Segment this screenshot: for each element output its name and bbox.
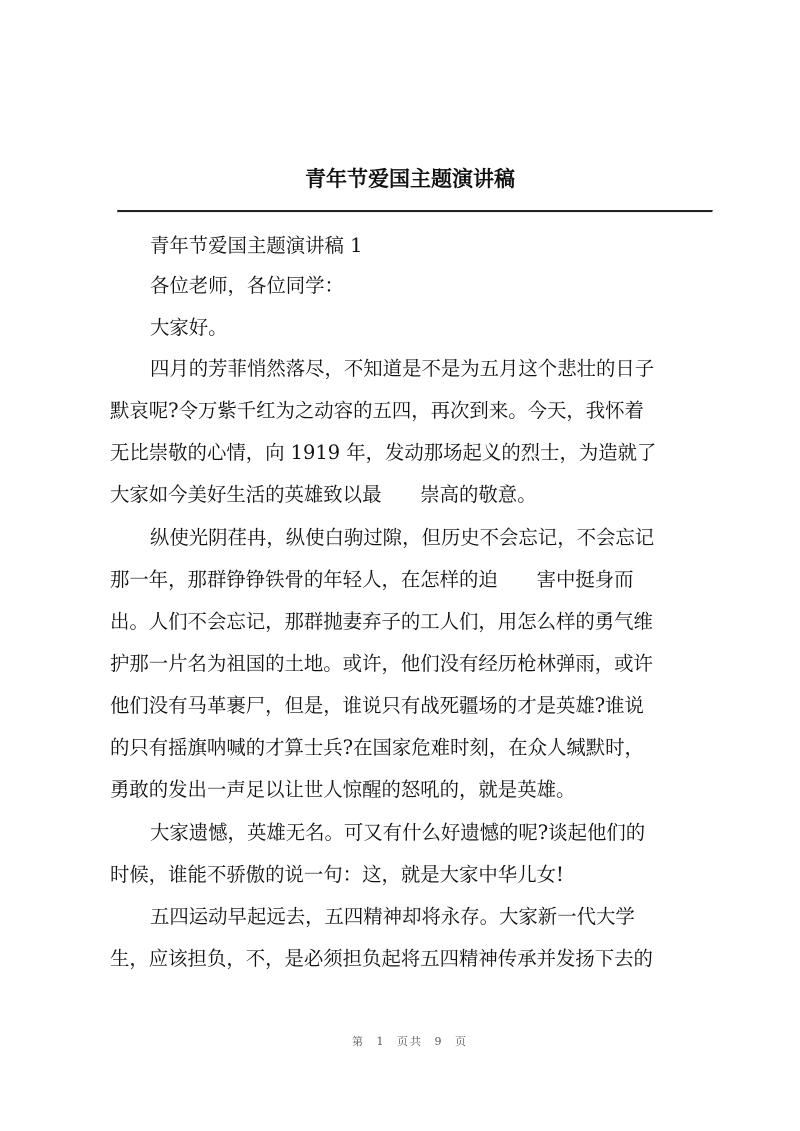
paragraph-line: 五四运动早起远去，五四精神却将永存。大家新一代大学	[150, 905, 635, 928]
paragraph-line: 纵使光阴荏冉，纵使白驹过隙，但历史不会忘记，不会忘记	[150, 526, 655, 549]
paragraph-line: 勇敢的发出一声足以让世人惊醒的怒吼的，就是英雄。	[110, 778, 576, 801]
title-divider	[117, 210, 713, 213]
paragraph-line: 他们没有马革裹尸，但是，谁说只有战死疆场的才是英雄?谁说	[110, 694, 644, 717]
paragraph-line: 护那一片名为祖国的土地。或许，他们没有经历枪林弹雨，或许	[110, 652, 653, 675]
paragraph-line: 无比崇敬的心情，向 1919 年，发动那场起义的烈士，为造就了	[110, 441, 657, 464]
paragraph-line: 默哀呢?令万紫千红为之动容的五四，再次到来。今天，我怀着	[110, 399, 644, 422]
paragraph-line: 那一年，那群铮铮铁骨的年轻人，在怎样的迫 害中挺身而	[110, 568, 634, 591]
paragraph-line: 大家好。	[150, 316, 228, 339]
paragraph-line: 时候，谁能不骄傲的说一句：这，就是大家中华儿女!	[110, 863, 564, 886]
paragraph-line: 各位老师，各位同学：	[150, 274, 344, 297]
paragraph-line: 的只有摇旗呐喊的才算士兵?在国家危难时刻，在众人缄默时，	[110, 736, 644, 759]
paragraph-line: 青年节爱国主题演讲稿 1	[150, 234, 363, 257]
paragraph-line: 四月的芳菲悄然落尽，不知道是不是为五月这个悲壮的日子	[150, 357, 655, 380]
page-number-footer: 第 1 页共 9 页	[352, 1035, 468, 1048]
paragraph-line: 大家如今美好生活的英雄致以最 崇高的敬意。	[110, 483, 537, 506]
paragraph-line: 生，应该担负，不，是必须担负起将五四精神传承并发扬下去的	[110, 947, 653, 970]
paragraph-line: 大家遗憾，英雄无名。可又有什么好遗憾的呢?谈起他们的	[150, 821, 646, 844]
paragraph-line: 出。人们不会忘记，那群抛妻弃子的工人们，用怎么样的勇气维	[110, 610, 653, 633]
page-title: 青年节爱国主题演讲稿	[305, 167, 515, 191]
